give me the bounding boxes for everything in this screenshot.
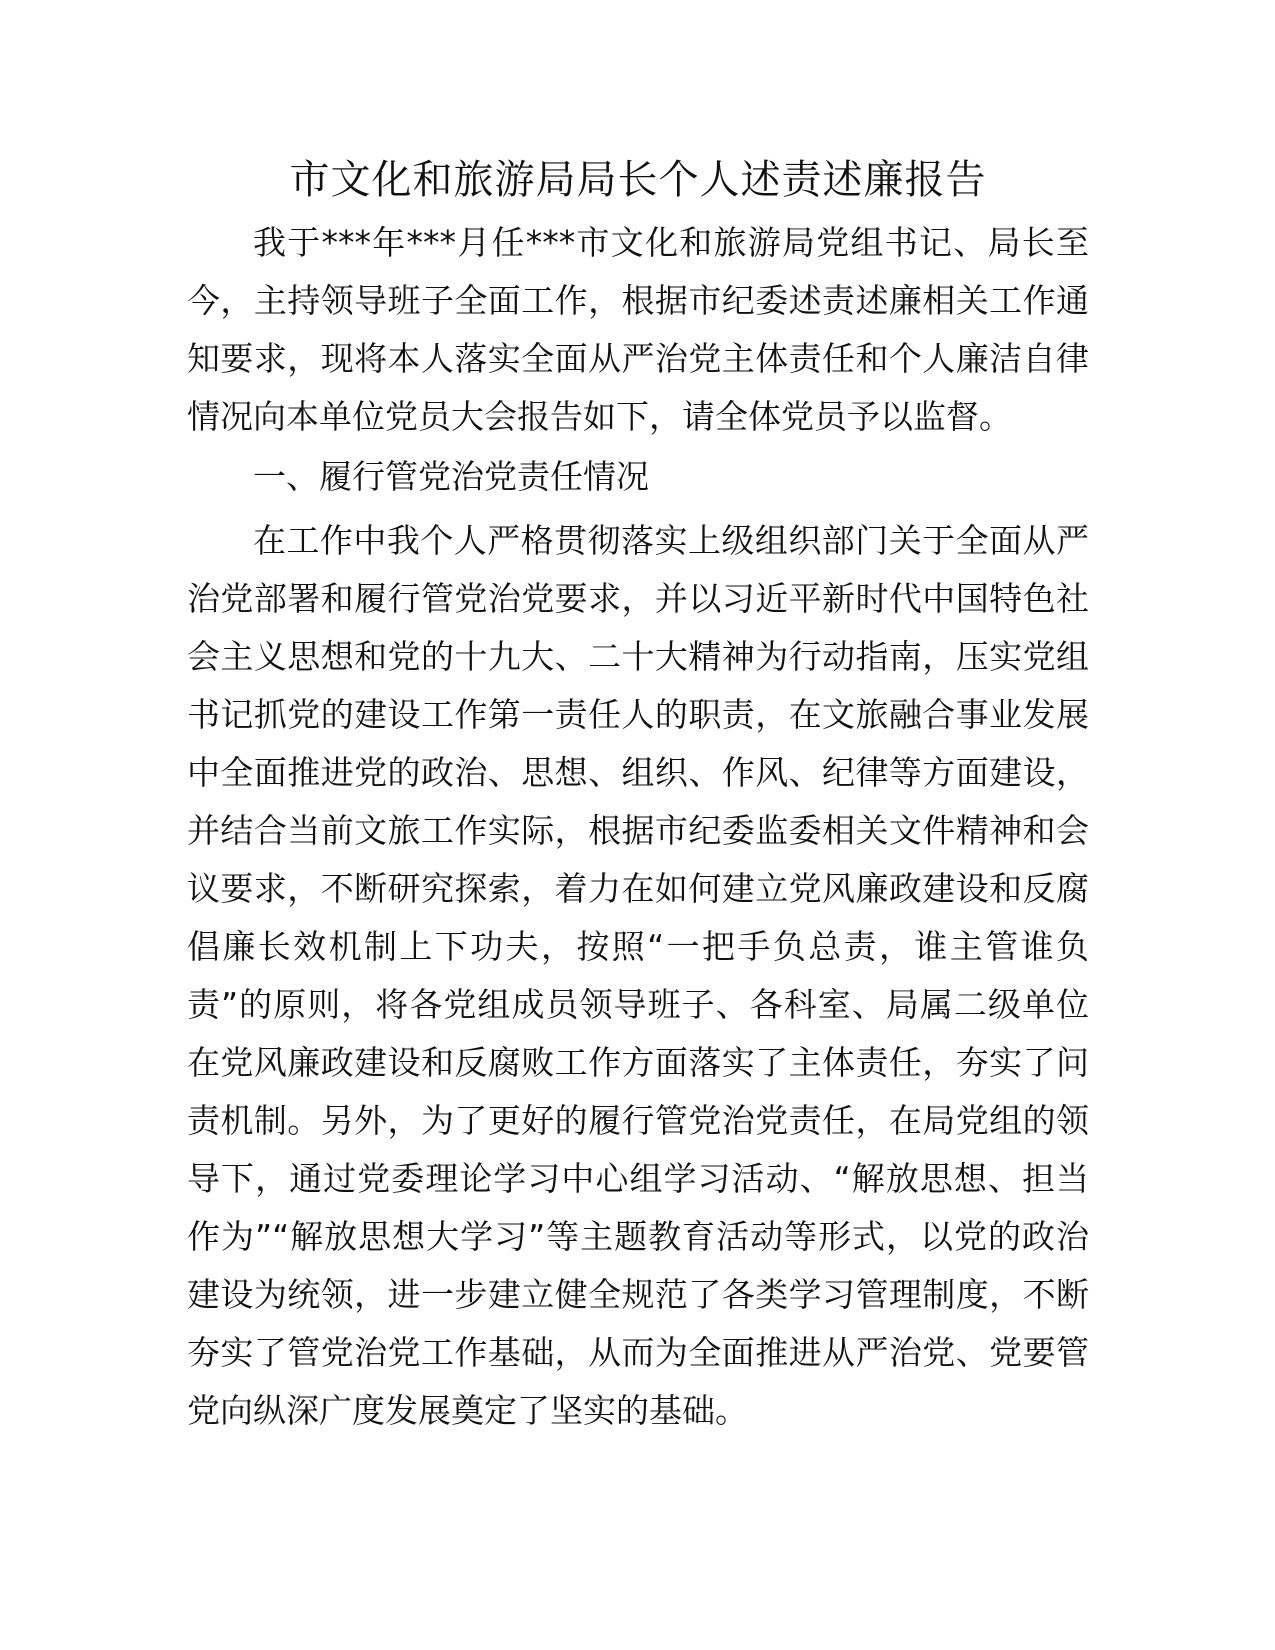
section-paragraph: 在工作中我个人严格贯彻落实上级组织部门关于全面从严治党部署和履行管党治党要求，并以习近平新时代中国特色社会主义思想和党的十九大、二十大精神为行动指南，压实党组书记抓党的建设工作第一责任人的职责，在文旅融合事业发展中全面推进党的政治、思想、组织、作风、纪律等方面建设，并结合当前文旅工作实际，根据市纪委监委相关文件精神和会议要求，不断研究探索，着力在如何建立党风廉政建设和反腐倡廉长效机制上下功夫，按照“一把手负总责，谁主管谁负责”的原则，将各党组成员领导班子、各科室、局属二级单位在党风廉政建设和反腐败工作方面落实了主体责任，夯实了问责机制。另外，为了更好的履行管党治党责任，在局党组的领导下，通过党委理论学习中心组学习活动、“解放思想、担当作为”“解放思想大学习”等主题教育活动等形式，以党的政治建设为统领，进一步建立健全规范了各类学习管理制度，不断夯实了管党治党工作基础，从而为全面推进从严治党、党要管党向纵深广度发展奠定了坚实的基础。: [187, 521, 1089, 1430]
document-title: 市文化和旅游局局长个人述责述廉报告: [289, 157, 987, 203]
section-heading: 一、履行管党治党责任情况: [253, 457, 649, 496]
document-body: [187, 150, 1089, 1440]
intro-paragraph: 我于***年***月任***市文化和旅游局党组书记、局长至今，主持领导班子全面工作，根据市纪委述责述廉相关工作通知要求，现将本人落实全面从严治党主体责任和个人廉洁自律情况向本单位党员大会报告如下，请全体党员予以监督。: [187, 223, 1089, 436]
